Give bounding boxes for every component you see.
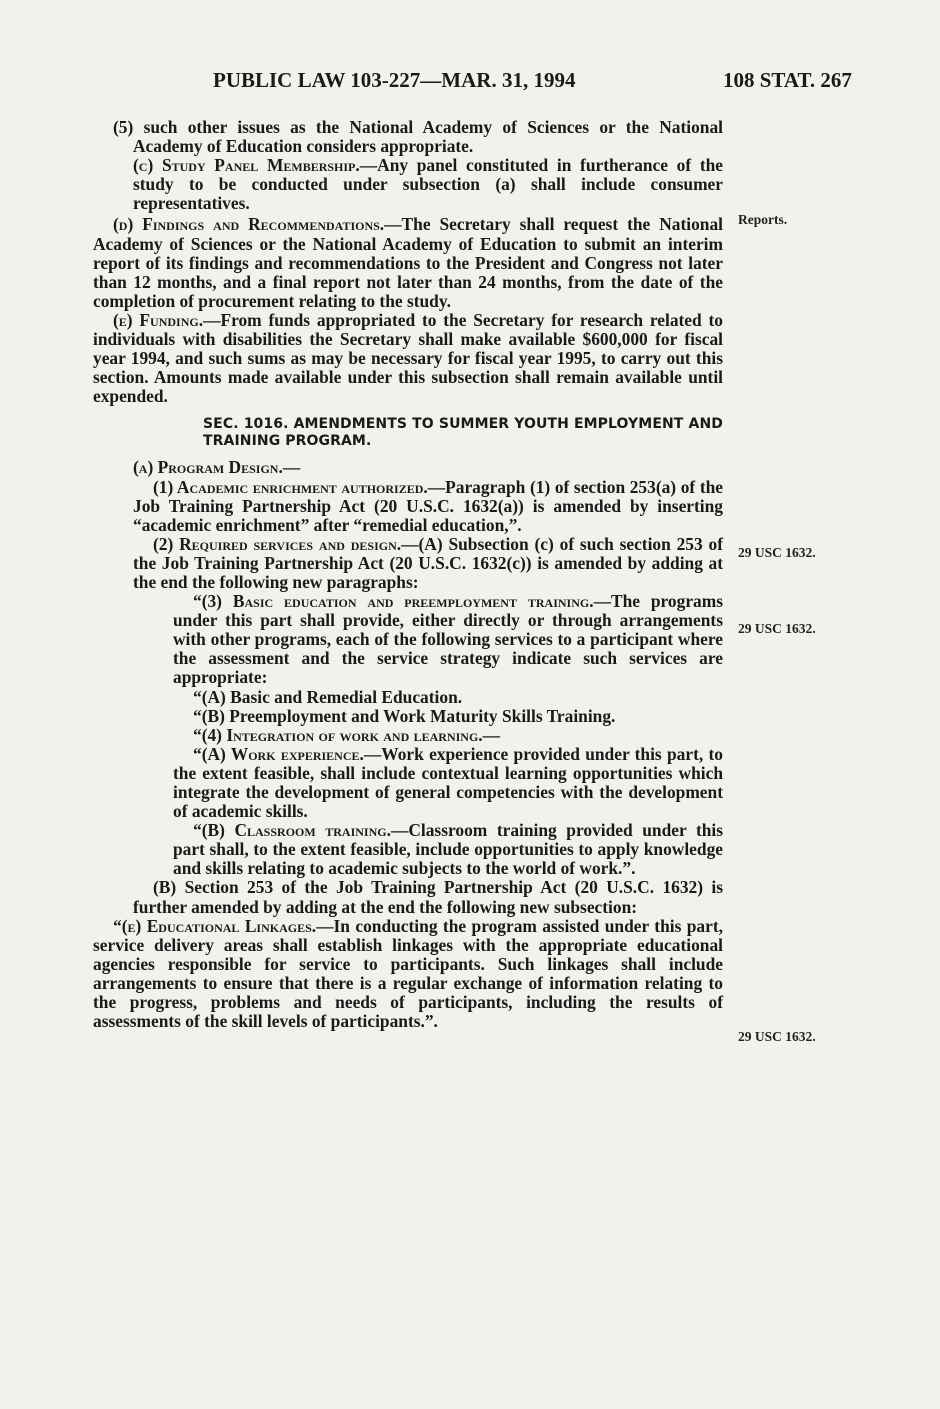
item-a-work-experience: “(A) Work experience.—Work experience provided under this part, to the extent feasible, shall include contextual learning opportunities which integrate the development of general competencies with the development of academic skills. xyxy=(173,743,723,822)
document-body xyxy=(93,118,723,1031)
subsection-d: (d) Findings and Recommendations.—The Secretary shall request the National Academy of Sciences or the National Academy of Education to submit an interim report of its findings and recommendations to the President and Congress not later than 12 months, and a final report not later than 24 months, from the date of the completion of procurement relating to the study. xyxy=(93,214,724,311)
margin-note-usc-1: 29 USC 1632. xyxy=(738,545,816,560)
item-b-preemployment: “(B) Preemployment and Work Maturity Skills Training. xyxy=(193,705,616,726)
paragraph-3-basic-education: “(3) Basic education and preemployment training.—The programs under this part shall provide, either directly or through arrangements with other programs, each of the following services to a participant where the assessment and the service strategy indicate such services are appropriate: xyxy=(173,591,723,688)
running-title: PUBLIC LAW 103-227—MAR. 31, 1994 xyxy=(213,68,576,92)
margin-note-usc-3: 29 USC 1632. xyxy=(738,1029,816,1044)
educational-linkages-heading: “(e) Educational Linkages. xyxy=(113,915,317,936)
paragraph-3-heading: “(3) Basic education and preemployment training. xyxy=(193,591,594,612)
subsection-e: (e) Funding.—From funds appropriated to the Secretary for research related to individuals with disabilities the Secretary shall make available $600,000 for fiscal year 1994, and such sums as may be necessary for fiscal year 1995, to carry out this section. Amounts made available under this subsection shall remain available until expended. xyxy=(93,309,724,407)
margin-note-usc-2: 29 USC 1632. xyxy=(738,621,816,636)
paragraph-2-heading: (2) Required services and design. xyxy=(153,533,402,554)
item-b-heading: “(B) Classroom training. xyxy=(193,820,391,841)
paragraph-4-integration: “(4) Integration of work and learning.— xyxy=(193,724,501,745)
page-header xyxy=(0,68,940,98)
paragraph-1-academic-enrichment: (1) Academic enrichment authorized.—Paragraph (1) of section 253(a) of the Job Training Partnership Act (20 U.S.C. 1632(a)) is amended by inserting “academic enrichment” after “remedial education,”. xyxy=(133,476,723,535)
subsection-d-heading: (d) Findings and Recommendations. xyxy=(113,214,385,235)
paragraph-b-section-253: (B) Section 253 of the Job Training Partnership Act (20 U.S.C. 1632) is further amended by adding at the end the following new subsection: xyxy=(133,877,723,917)
subsection-c-heading: (c) Study Panel Membership. xyxy=(133,155,360,176)
item-b-classroom-training: “(B) Classroom training.—Classroom training provided under this part shall, to the extent feasible, include opportunities to apply knowledge and skills relating to academic subjects to the world of work.”. xyxy=(173,820,724,879)
subsection-a-program-design: (a) Program Design.— xyxy=(133,457,301,478)
margin-note-reports: Reports. xyxy=(738,212,788,227)
paragraph-1-heading: (1) Academic enrichment authorized. xyxy=(153,476,428,497)
paragraph-2-required-services: (2) Required services and design.—(A) Subsection (c) of such section 253 of the Job Training Partnership Act (20 U.S.C. 1632(c)) is amended by adding at the end the following new paragraphs: xyxy=(133,533,724,592)
subsection-e-heading: (e) Funding. xyxy=(113,309,204,330)
item-a-heading: “(A) Work experience. xyxy=(193,743,364,764)
section-1016-heading: SEC. 1016. AMENDMENTS TO SUMMER YOUTH EMPLOYMENT AND TRAINING PROGRAM. xyxy=(203,416,723,450)
page-number: 108 STAT. 267 xyxy=(723,68,852,92)
item-a-basic-remedial: “(A) Basic and Remedial Education. xyxy=(193,686,463,707)
subsection-e-educational-linkages: “(e) Educational Linkages.—In conducting the program assisted under this part, service delivery areas shall establish linkages with the appropriate educational agencies responsible for service to participants. Such linkages shall include arrangements to ensure that there is a regular exchange of information relating to the progress, problems and needs of participants, including the results of assessments of the skill levels of participants.”. xyxy=(93,915,723,1032)
subsection-c: (c) Study Panel Membership.—Any panel constituted in furtherance of the study to be conducted under subsection (a) shall include consumer representatives. xyxy=(133,155,723,214)
paragraph-5: (5) such other issues as the National Academy of Sciences or the National Academy of Education considers appropriate. xyxy=(113,117,723,157)
